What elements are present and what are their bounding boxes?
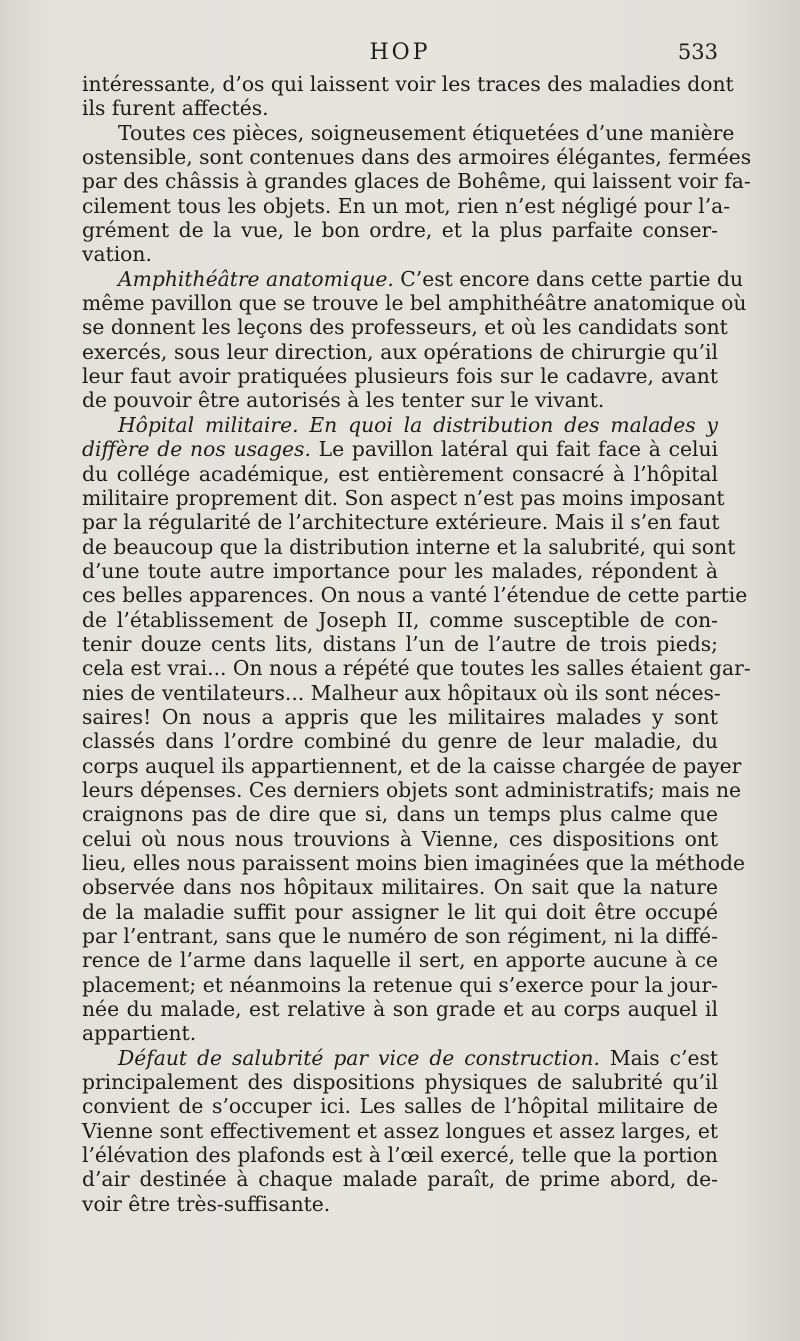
- text-line: [82, 218, 718, 242]
- text-line: [82, 753, 742, 778]
- text-run: ostensible, sont contenues dans des armoires élégantes, fermées: [82, 145, 752, 170]
- text-run: d’une toute autre importance pour les malades, répondent à: [82, 558, 718, 583]
- text-run: Vienne sont effectivement et assez longues et assez larges, et: [82, 1118, 718, 1143]
- text-run: ils furent affectés.: [82, 96, 269, 121]
- text-line: [82, 900, 718, 924]
- text-run: tenir douze cents lits, distans l’un de l’autre de trois pieds;: [82, 631, 718, 656]
- text-line: [82, 559, 718, 583]
- text-line: [82, 340, 718, 364]
- text-line: [82, 120, 735, 145]
- text-run: de la maladie suffit pour assigner le lit qui doit être occupé: [82, 899, 718, 924]
- text-run: cilement tous les objets. En un mot, rien n’est négligé pour l’a-: [82, 193, 731, 218]
- text-line: [82, 729, 718, 753]
- text-line: [82, 583, 748, 608]
- text-line: [82, 169, 751, 194]
- text-line: [82, 1021, 718, 1045]
- text-run: même pavillon que se trouve le bel amphithéâtre anatomique où: [82, 291, 747, 316]
- text-run: de beaucoup que la distribution interne et la salubrité, qui sont: [82, 534, 736, 559]
- text-line: [82, 534, 736, 559]
- text-run: principalement des dispositions physiques de salubrité qu’il: [82, 1070, 718, 1095]
- text-run: ces belles apparences. On nous a vanté l’étendue de cette partie: [82, 583, 748, 608]
- italic-heading: diffère de nos usages.: [82, 437, 311, 462]
- text-line: [82, 266, 744, 291]
- text-run: nies de ventilateurs... Malheur aux hôpitaux où ils sont néces-: [82, 680, 721, 705]
- text-line: [82, 827, 718, 851]
- text-run: observée dans nos hôpitaux militaires. On sait que la nature: [82, 875, 718, 900]
- text-run: par l’entrant, sans que le numéro de son régiment, ni la diffé-: [82, 924, 718, 949]
- text-run: voir être très-suffisante.: [82, 1191, 331, 1216]
- text-run: corps auquel ils appartiennent, et de la caisse chargée de payer: [82, 753, 742, 778]
- text-run: rence de l’arme dans laquelle il sert, en apporte aucune à ce: [82, 948, 718, 973]
- text-run: se donnent les leçons des professeurs, et où les candidats sont: [82, 315, 728, 340]
- text-run: Le pavillon latéral qui fait face à celui: [310, 437, 718, 462]
- text-run: de pouvoir être autorisés à les tenter sur le vivant.: [82, 388, 605, 413]
- text-line: [82, 193, 731, 218]
- text-line: [82, 1094, 718, 1118]
- text-run: celui où nous nous trouvions à Vienne, ces dispositions ont: [82, 826, 718, 851]
- text-line: [82, 1070, 718, 1094]
- text-run: née du malade, est relative à son grade et au corps auquel il: [82, 997, 718, 1022]
- text-line: [82, 680, 721, 705]
- text-run: saires! On nous a appris que les militaires malades y sont: [82, 704, 718, 729]
- text-line: [82, 924, 718, 948]
- text-line: [82, 96, 718, 120]
- text-run: intéressante, d’os qui laissent voir les traces des maladies dont: [82, 72, 734, 96]
- text-run: leur faut avoir pratiquées plusieurs fois sur le cadavre, avant: [82, 364, 718, 389]
- page-number: 533: [677, 40, 718, 64]
- text-line: [82, 437, 718, 461]
- text-line: [82, 1046, 718, 1070]
- text-line: [82, 656, 751, 681]
- text-line: [82, 145, 752, 170]
- text-line: [82, 1192, 718, 1216]
- text-line: [82, 608, 718, 632]
- text-run: classés dans l’ordre combiné du genre de leur maladie, du: [82, 729, 718, 754]
- text-run: du collége académique, est entièrement consacré à l’hôpital: [82, 461, 718, 486]
- text-line: [82, 1143, 718, 1167]
- text-line: [82, 1119, 718, 1143]
- text-line: [82, 242, 718, 266]
- text-line: [82, 364, 718, 388]
- running-head: [82, 40, 718, 68]
- text-run: Toutes ces pièces, soigneusement étiquetées d’une manière: [118, 120, 735, 145]
- text-line: [82, 802, 718, 826]
- text-run: leurs dépenses. Ces derniers objets sont administratifs; mais ne: [82, 777, 742, 802]
- italic-heading: Hôpital militaire. En quoi la distribution des malades y: [118, 412, 718, 437]
- italic-heading: Amphithéâtre anatomique.: [118, 266, 394, 291]
- text-run: d’air destinée à chaque malade paraît, de prime abord, de-: [82, 1167, 718, 1192]
- text-line: [82, 851, 745, 875]
- text-line: [82, 875, 718, 899]
- text-run: convient de s’occuper ici. Les salles de l’hôpital militaire de: [82, 1094, 718, 1119]
- text-run: de l’établissement de Joseph II, comme susceptible de con-: [82, 607, 718, 632]
- text-line: [82, 777, 742, 802]
- text-line: [82, 973, 718, 997]
- italic-heading: Défaut de salubrité par vice de construction.: [118, 1045, 600, 1070]
- text-run: lieu, elles nous paraissent moins bien imaginées que la méthode: [82, 851, 745, 875]
- text-run: par la régularité de l’architecture extérieure. Mais il s’en faut: [82, 510, 720, 535]
- text-line: [82, 1167, 718, 1191]
- text-run: Mais c’est: [599, 1045, 719, 1070]
- text-line: [82, 388, 718, 412]
- text-line: [82, 413, 718, 437]
- text-line: [82, 315, 728, 340]
- running-head-title: HOP: [369, 40, 431, 65]
- text-line: [82, 462, 718, 486]
- text-run: l’élévation des plafonds est à l’œil exercé, telle que la portion: [82, 1143, 718, 1168]
- text-run: cela est vrai... On nous a répété que toutes les salles étaient gar-: [82, 656, 751, 681]
- text-run: grément de la vue, le bon ordre, et la plus parfaite conser-: [82, 218, 718, 243]
- text-run: par des châssis à grandes glaces de Bohême, qui laissent voir fa-: [82, 169, 751, 194]
- text-line: [82, 510, 718, 534]
- text-line: [82, 291, 747, 316]
- text-run: craignons pas de dire que si, dans un temps plus calme que: [82, 802, 718, 827]
- text-line: [82, 705, 718, 729]
- text-line: [82, 632, 718, 656]
- text-run: C’est encore dans cette partie du: [393, 266, 744, 291]
- text-run: vation.: [82, 242, 152, 267]
- text-line: [82, 948, 718, 972]
- text-run: appartient.: [82, 1021, 197, 1046]
- text-run: placement; et néanmoins la retenue qui s’exerce pour la jour-: [82, 972, 718, 997]
- text-run: militaire proprement dit. Son aspect n’est pas moins imposant: [82, 485, 725, 510]
- text-run: exercés, sous leur direction, aux opérations de chirurgie qu’il: [82, 339, 718, 364]
- text-line: [82, 72, 734, 96]
- body-text: [82, 72, 752, 1216]
- text-line: [82, 485, 725, 510]
- text-line: [82, 997, 718, 1021]
